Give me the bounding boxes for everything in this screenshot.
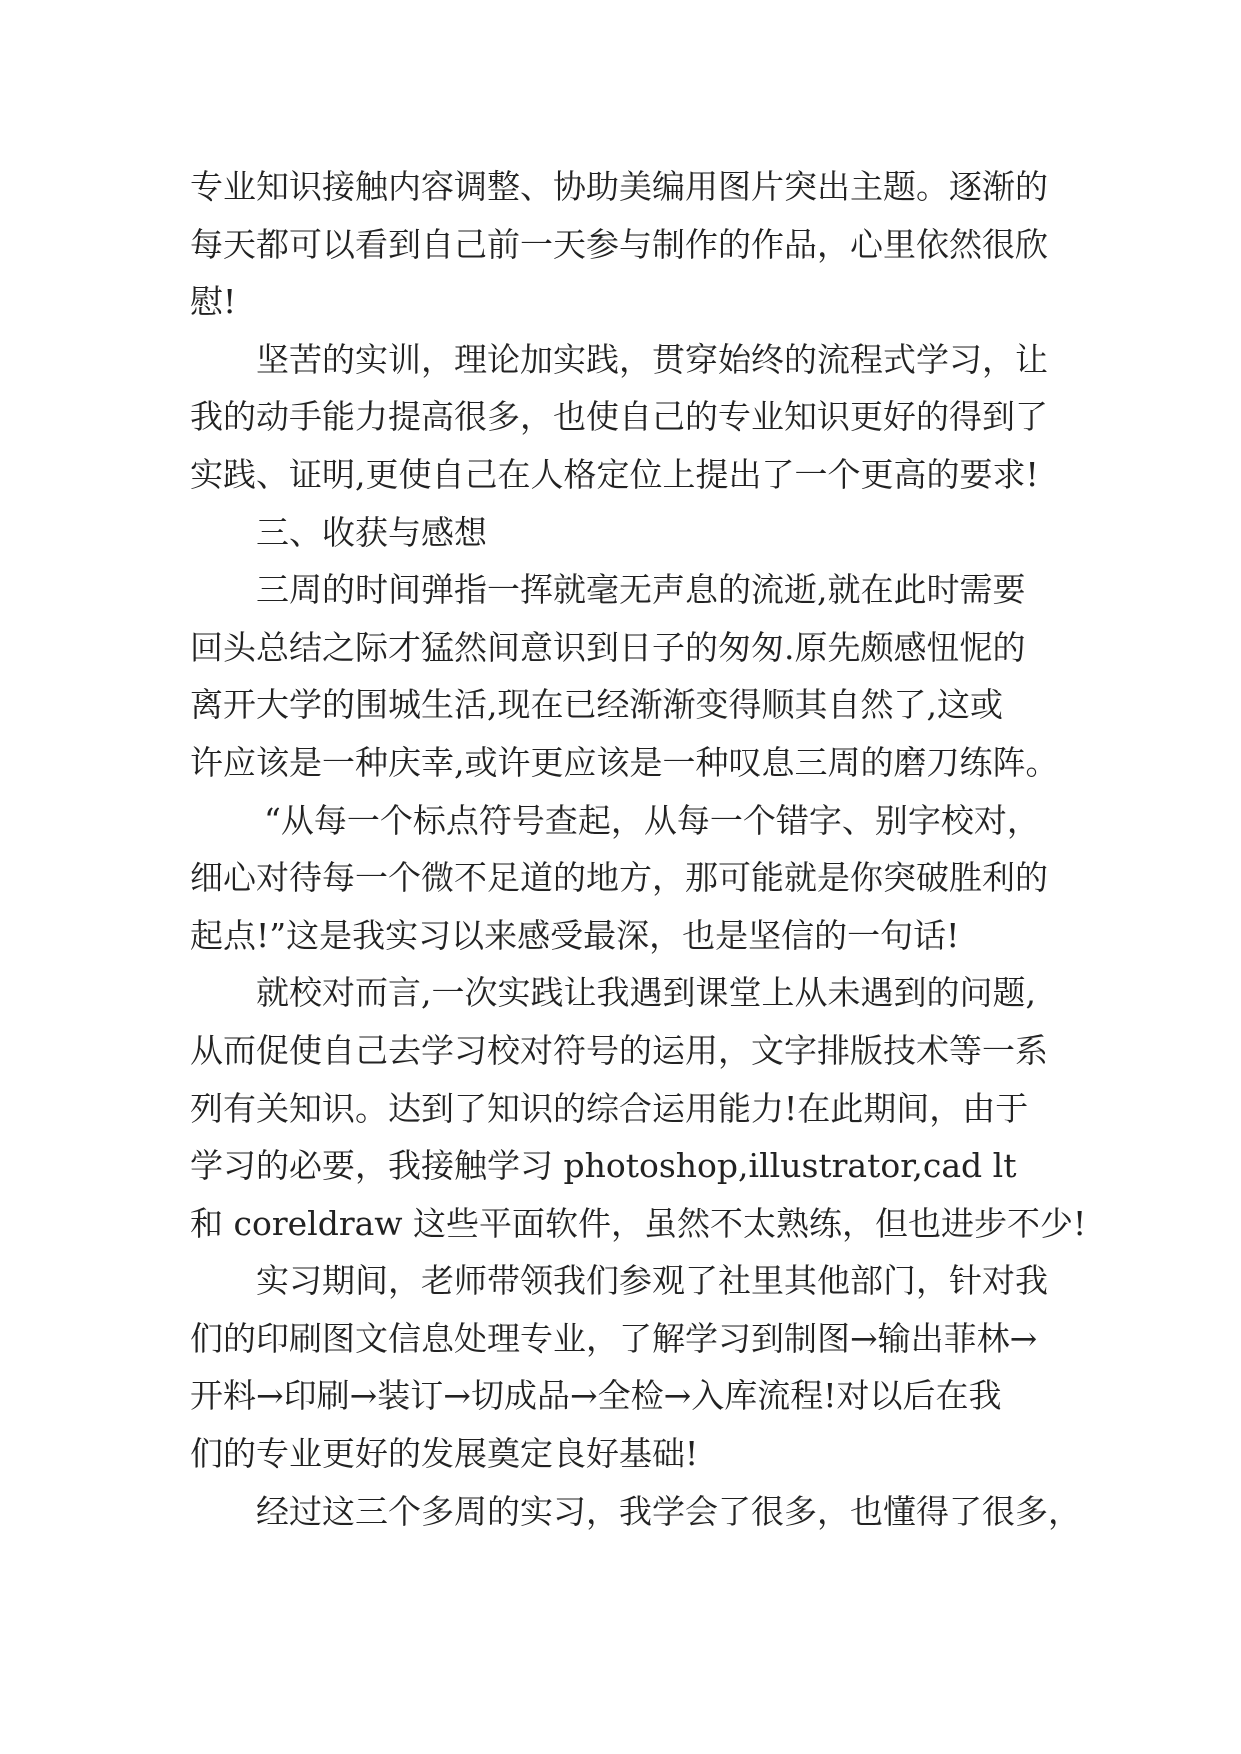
paragraph-line: 坚苦的实训，理论加实践，贯穿始终的流程式学习，让	[256, 339, 1048, 379]
paragraph-line: 就校对而言,一次实践让我遇到课堂上从未遇到的问题,	[256, 973, 1036, 1013]
paragraph-line: 经过这三个多周的实习，我学会了很多，也懂得了很多，	[256, 1491, 1081, 1531]
paragraph-line: 回头总结之际才猛然间意识到日子的匆匆.原先颇感忸怩的	[190, 627, 1026, 667]
paragraph-line: 和 coreldraw 这些平面软件，虽然不太熟练，但也进步不少!	[190, 1203, 1087, 1243]
paragraph-line: 实习期间，老师带领我们参观了社里其他部门，针对我	[256, 1261, 1048, 1301]
paragraph-line: “从每一个标点符号查起，从每一个错字、别字校对，	[264, 800, 1040, 840]
paragraph-line: 起点!”这是我实习以来感受最深，也是坚信的一句话!	[190, 915, 960, 955]
paragraph-line: 们的专业更好的发展奠定良好基础!	[190, 1434, 699, 1474]
paragraph-line: 许应该是一种庆幸,或许更应该是一种叹息三周的磨刀练阵。	[190, 742, 1059, 782]
paragraph-line: 学习的必要，我接触学习 photoshop,illustrator,cad lt	[190, 1146, 1017, 1186]
paragraph-line: 专业知识接触内容调整、协助美编用图片突出主题。逐渐的	[190, 167, 1048, 206]
paragraph-line: 每天都可以看到自己前一天参与制作的作品，心里依然很欣	[190, 224, 1048, 264]
paragraph-line: 们的印刷图文信息处理专业，了解学习到制图→输出菲林→	[190, 1318, 1038, 1358]
document-body	[190, 158, 1087, 1540]
paragraph-line: 细心对待每一个微不足道的地方，那可能就是你突破胜利的	[190, 858, 1048, 898]
paragraph-line: 我的动手能力提高很多，也使自己的专业知识更好的得到了	[190, 397, 1048, 437]
paragraph-line: 从而促使自己去学习校对符号的运用，文字排版技术等一系	[190, 1030, 1048, 1070]
paragraph-line: 慰!	[190, 282, 237, 322]
paragraph-line: 离开大学的围城生活,现在已经渐渐变得顺其自然了,这或	[190, 685, 1003, 725]
paragraph-line: 开料→印刷→装订→切成品→全检→入库流程!对以后在我	[190, 1376, 1002, 1416]
paragraph-line: 列有关知识。达到了知识的综合运用能力!在此期间，由于	[190, 1088, 1029, 1128]
paragraph-line: 实践、证明,更使自己在人格定位上提出了一个更高的要求!	[190, 454, 1039, 494]
section-heading: 三、收获与感想	[256, 512, 487, 552]
paragraph-line: 三周的时间弹指一挥就毫无声息的流逝,就在此时需要	[256, 570, 1026, 610]
